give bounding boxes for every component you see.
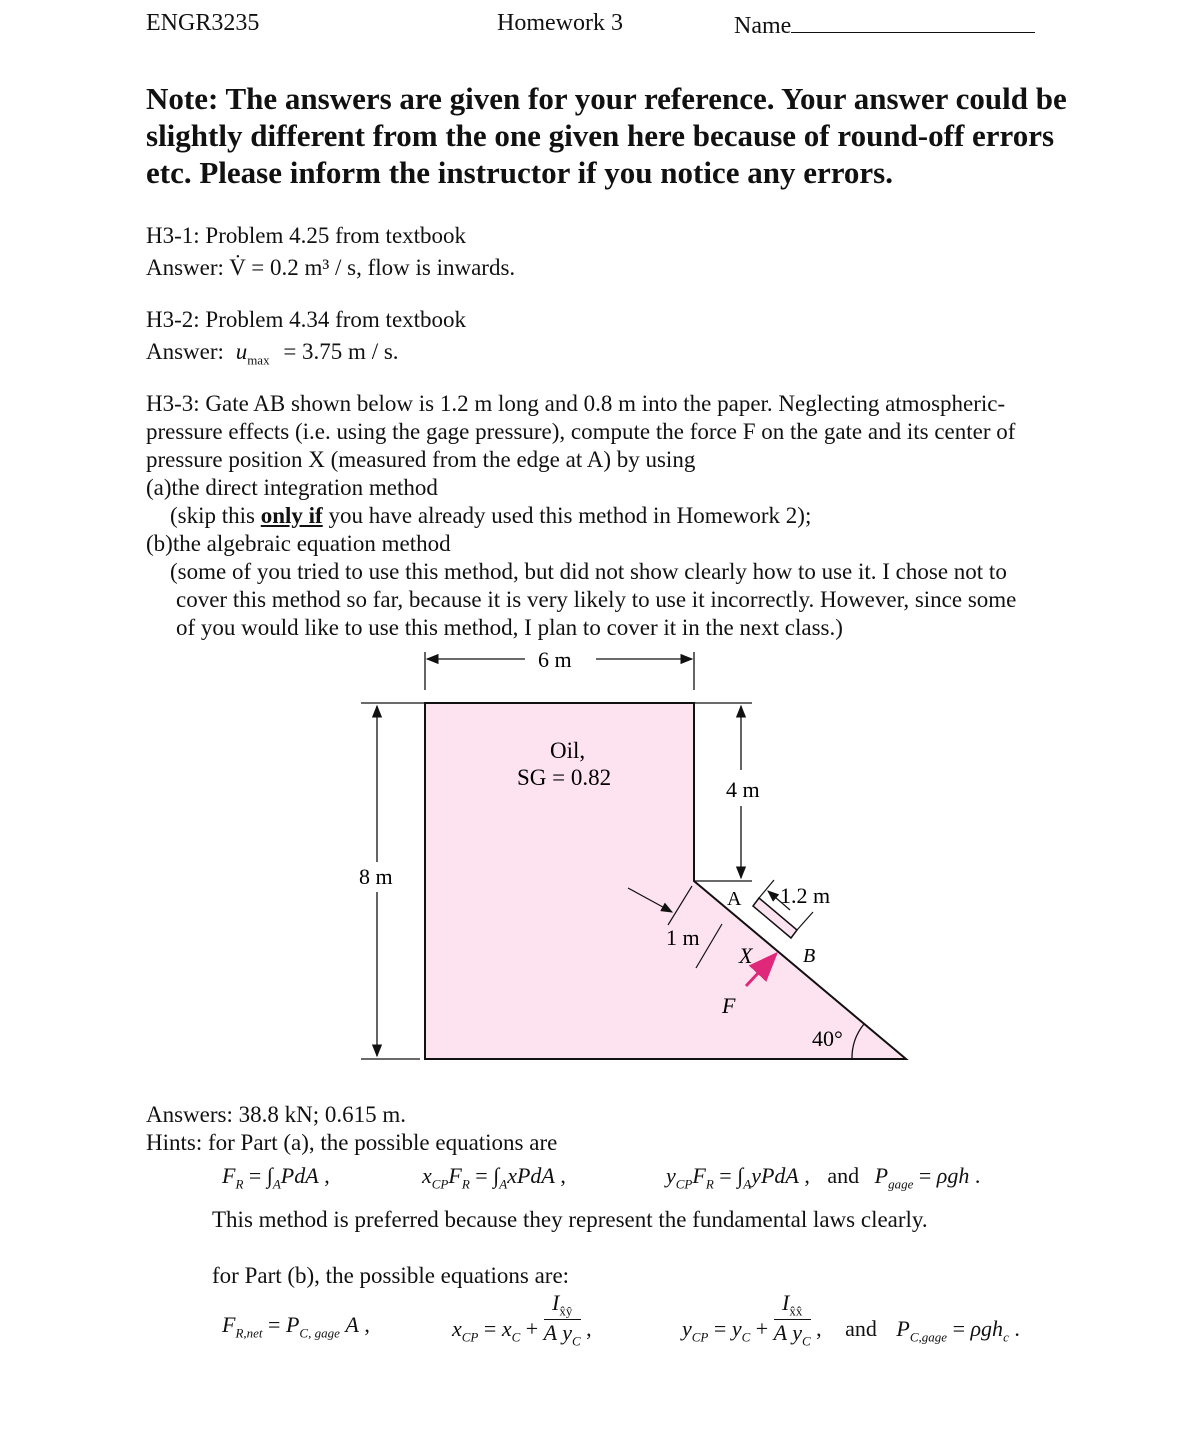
x-label: X	[739, 943, 753, 968]
homework-title: Homework 3	[497, 10, 623, 36]
point-a-label: A	[727, 888, 742, 910]
angle-label: 40°	[812, 1026, 843, 1051]
and-word-1: and	[827, 1163, 860, 1188]
point-b-label: B	[803, 945, 816, 967]
dim-4m-label: 4 m	[726, 777, 760, 802]
h3-2-answer-sub: max	[247, 352, 270, 368]
equation-fr-net: $F_{R,net} = P_{C, gage}$ A ,	[222, 1312, 370, 1341]
h3-1-answer-value: V̇ = 0.2 m³ / s, flow is inwards.	[229, 255, 516, 280]
h3-2-answer-prefix: Answer:	[146, 339, 224, 364]
equation-fr-integral: $F_R = \int_APdA$ ,	[222, 1163, 330, 1192]
gate-dim-ext-a	[759, 880, 774, 898]
hints-intro: Hints: for Part (a), the possible equations are	[146, 1130, 558, 1155]
h3-3-part-a: (a)the direct integration method	[146, 475, 438, 500]
equation-ycp-algebraic: $y_{CP} = y_C$ + $\frac{I_{x̂x̂}}{A y_C}$ , and $P_{C,gage} = \rho gh_c$ .	[682, 1290, 1020, 1349]
note-paragraph: Note: The answers are given for your reference. Your answer could be slightly different from the one given here because of round-off errors etc. Please inform the instructor if you notice any errors.	[146, 81, 1067, 190]
dim-6m-label: 6 m	[538, 647, 572, 672]
gate-dim-ext-b	[797, 912, 813, 930]
course-code: ENGR3235	[146, 10, 260, 36]
hints-part-b-intro: for Part (b), the possible equations are:	[212, 1263, 570, 1288]
sg-label: SG = 0.82	[517, 765, 612, 790]
skip-note-emphasis: only if	[260, 503, 323, 528]
h3-3-b-note-3: of you would like to use this method, I plan to cover it in the next class.)	[176, 615, 843, 640]
hints-preferred: This method is preferred because they represent the fundamental laws clearly.	[212, 1207, 928, 1232]
equation-xcp-algebraic: $x_{CP} = x_C$ + $\frac{I_{x̂ŷ}}{A y_C}$ ,	[452, 1290, 592, 1349]
h3-3-b-note-2: cover this method so far, because it is very likely to use it incorrectly. However, since some	[176, 587, 1017, 612]
and-word-2: and	[845, 1315, 877, 1341]
name-label: Name	[734, 13, 792, 39]
h3-3-line-1: H3-3: Gate AB shown below is 1.2 m long and 0.8 m into the paper. Neglecting atmospheric-	[146, 391, 1006, 416]
oil-tank-shape	[425, 703, 906, 1059]
h3-2-answer-rest: = 3.75 m / s.	[283, 339, 399, 364]
equation-ycp-integral: $y_{CP}F_R$ = $\int_AyPdA$ , and $P_{gage} = \rho gh$ .	[666, 1163, 981, 1192]
gate-length-label: 1.2 m	[780, 883, 831, 908]
h3-3-line-3: pressure position X (measured from the edge at A) by using	[146, 447, 696, 472]
h3-2-problem: H3-2: Problem 4.34 from textbook	[146, 307, 467, 332]
dim-8m-label: 8 m	[359, 864, 393, 889]
h3-3-b-note-1: (some of you tried to use this method, but did not show clearly how to use it. I chose not to	[170, 559, 1007, 584]
answers-line: Answers: 38.8 kN; 0.615 m.	[146, 1102, 407, 1127]
skip-note-pre: (skip this	[170, 503, 255, 528]
h3-3-part-b: (b)the algebraic equation method	[146, 531, 451, 556]
offset-label: 1 m	[666, 925, 700, 950]
h3-3-line-2: pressure effects (i.e. using the gage pressure), compute the force F on the gate and its center of	[146, 419, 1016, 444]
equation-xcp-integral: $x_{CP}F_R$ = $\int_AxPdA$ ,	[422, 1163, 566, 1192]
f-label: F	[722, 993, 736, 1018]
skip-note-post: you have already used this method in Homework 2);	[328, 503, 812, 528]
h3-1-answer-prefix: Answer:	[146, 255, 224, 280]
h3-1-problem: H3-1: Problem 4.25 from textbook	[146, 223, 467, 248]
h3-2-answer-var: u	[235, 339, 248, 364]
fluid-label: Oil,	[550, 738, 586, 763]
